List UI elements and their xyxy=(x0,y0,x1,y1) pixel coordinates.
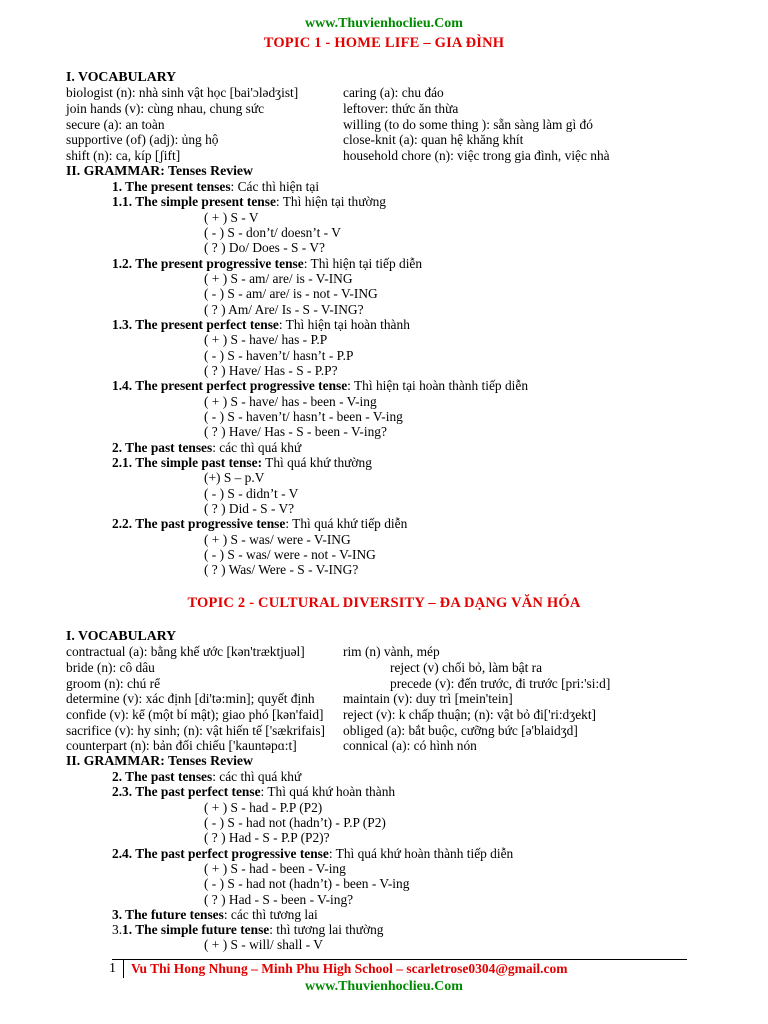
grammar-section-heading: 1. The present tenses: Các thì hiện tại xyxy=(112,179,320,194)
vocab-entry: shift (n): ca, kíp [ʃift] xyxy=(66,148,181,163)
header-website[interactable]: www.Thuvienhoclieu.Com xyxy=(305,16,463,31)
vocab-entry: willing (to do some thing ): sẵn sàng làm gì đó xyxy=(343,117,593,132)
topic2-vocab-heading: I. VOCABULARY xyxy=(66,628,177,643)
vocab-entry: confide (v): kể (một bí mật); giao phó [kən'faid] xyxy=(66,707,324,722)
vocab-entry: close-knit (a): quan hệ khăng khít xyxy=(343,132,524,147)
tense-heading: 3.1. The simple future tense: thì tương lai thường xyxy=(112,922,384,937)
formula-line: (+) S – p.V xyxy=(204,470,265,485)
vocab-entry: biologist (n): nhà sinh vật học [bai'ɔlədʒist] xyxy=(66,85,299,100)
vocab-entry: counterpart (n): bản đối chiếu ['kauntəpɑ:t] xyxy=(66,738,297,753)
vocab-entry: maintain (v): duy trì [mein'tein] xyxy=(343,691,513,706)
formula-line: ( - ) S - was/ were - not - V-ING xyxy=(204,547,376,562)
vocab-entry: connical (a): có hình nón xyxy=(343,738,477,753)
vocab-entry: precede (v): đến trước, đi trước [pri:'si:d] xyxy=(390,676,611,691)
tense-heading: 1.4. The present perfect progressive tense: Thì hiện tại hoàn thành tiếp diễn xyxy=(112,378,529,393)
formula-line: ( ? ) Have/ Has - S - been - V-ing? xyxy=(204,424,387,439)
tense-heading: 2.2. The past progressive tense: Thì quá khứ tiếp diễn xyxy=(112,516,408,531)
topic1-vocab-heading: I. VOCABULARY xyxy=(66,69,177,84)
vocab-entry: reject (v): k chấp thuận; (n): vật bỏ đi['ri:dʒekt] xyxy=(343,707,597,722)
vocab-entry: household chore (n): việc trong gia đình, việc nhà xyxy=(343,148,610,163)
vocab-entry: sacrifice (v): hy sinh; (n): vật hiến tế ['sækrifais] xyxy=(66,723,325,738)
footer-author-line: Vu Thi Hong Nhung – Minh Phu High School – scarletrose0304@gmail.com xyxy=(131,961,568,976)
vocab-entry: caring (a): chu đáo xyxy=(343,85,444,100)
formula-line: ( - ) S - didn’t - V xyxy=(204,486,299,501)
tense-heading: 1.1. The simple present tense: Thì hiện tại thường xyxy=(112,194,386,209)
vocab-entry: groom (n): chú rể xyxy=(66,676,161,691)
formula-line: ( - ) S - haven’t/ hasn’t - P.P xyxy=(204,348,354,363)
grammar-section-heading: 2. The past tenses: các thì quá khứ xyxy=(112,769,302,784)
formula-line: ( ? ) Was/ Were - S - V-ING? xyxy=(204,562,359,577)
formula-line: ( ? ) Had - S - P.P (P2)? xyxy=(204,830,330,845)
formula-line: ( + ) S - have/ has - P.P xyxy=(204,332,328,347)
formula-line: ( - ) S - haven’t/ hasn’t - been - V-ing xyxy=(204,409,403,424)
tense-heading: 1.3. The present perfect tense: Thì hiện tại hoàn thành xyxy=(112,317,410,332)
topic1-grammar-heading: II. GRAMMAR: Tenses Review xyxy=(66,163,254,178)
vocab-entry: secure (a): an toàn xyxy=(66,117,165,132)
formula-line: ( ? ) Did - S - V? xyxy=(204,501,295,516)
formula-line: ( ? ) Have/ Has - S - P.P? xyxy=(204,363,338,378)
formula-line: ( + ) S - was/ were - V-ING xyxy=(204,532,351,547)
page-number: 1 xyxy=(109,961,116,976)
footer-separator xyxy=(123,960,124,978)
tense-heading: 1.2. The present progressive tense: Thì hiện tại tiếp diễn xyxy=(112,256,423,271)
tense-heading: 2.4. The past perfect progressive tense: Thì quá khứ hoàn thành tiếp diễn xyxy=(112,846,514,861)
grammar-section-heading: 2. The past tenses: các thì quá khứ xyxy=(112,440,302,455)
formula-line: ( + ) S - V xyxy=(204,210,259,225)
vocab-entry: rim (n) vành, mép xyxy=(343,644,440,659)
formula-line: ( + ) S - will/ shall - V xyxy=(204,937,323,952)
tense-heading: 2.3. The past perfect tense: Thì quá khứ hoàn thành xyxy=(112,784,396,799)
formula-line: ( + ) S - had - been - V-ing xyxy=(204,861,346,876)
vocab-entry: determine (v): xác định [di'tə:min]; quyết định xyxy=(66,691,315,706)
topic2-grammar-heading: II. GRAMMAR: Tenses Review xyxy=(66,753,254,768)
formula-line: ( + ) S - have/ has - been - V-ing xyxy=(204,394,377,409)
topic1-title: TOPIC 1 - HOME LIFE – GIA ĐÌNH xyxy=(263,35,505,51)
grammar-section-heading: 3. The future tenses: các thì tương lai xyxy=(112,907,318,922)
tense-heading: 2.1. The simple past tense: Thì quá khứ thường xyxy=(112,455,372,470)
vocab-entry: supportive (of) (adj): ủng hộ xyxy=(66,132,219,147)
formula-line: ( - ) S - had not (hadn’t) - P.P (P2) xyxy=(204,815,386,830)
vocab-entry: leftover: thức ăn thừa xyxy=(343,101,459,116)
formula-line: ( + ) S - had - P.P (P2) xyxy=(204,800,323,815)
formula-line: ( ? ) Had - S - been - V-ing? xyxy=(204,892,354,907)
vocab-entry: join hands (v): cùng nhau, chung sức xyxy=(66,101,265,116)
footer-divider xyxy=(112,959,687,960)
vocab-entry: bride (n): cô dâu xyxy=(66,660,155,675)
vocab-entry: obliged (a): bắt buộc, cưỡng bức [ə'blaidʒd] xyxy=(343,723,578,738)
formula-line: ( - ) S - don’t/ doesn’t - V xyxy=(204,225,341,240)
formula-line: ( ? ) Do/ Does - S - V? xyxy=(204,240,325,255)
vocab-entry: contractual (a): bằng khế ước [kən'træktjuəl] xyxy=(66,644,305,659)
vocab-entry: reject (v) chối bỏ, làm bật ra xyxy=(390,660,543,675)
formula-line: ( - ) S - had not (hadn’t) - been - V-ing xyxy=(204,876,410,891)
topic2-title: TOPIC 2 - CULTURAL DIVERSITY – ĐA DẠNG VĂN HÓA xyxy=(187,595,581,611)
formula-line: ( + ) S - am/ are/ is - V-ING xyxy=(204,271,353,286)
formula-line: ( - ) S - am/ are/ is - not - V-ING xyxy=(204,286,378,301)
formula-line: ( ? ) Am/ Are/ Is - S - V-ING? xyxy=(204,302,364,317)
footer-website[interactable]: www.Thuvienhoclieu.Com xyxy=(305,979,463,994)
